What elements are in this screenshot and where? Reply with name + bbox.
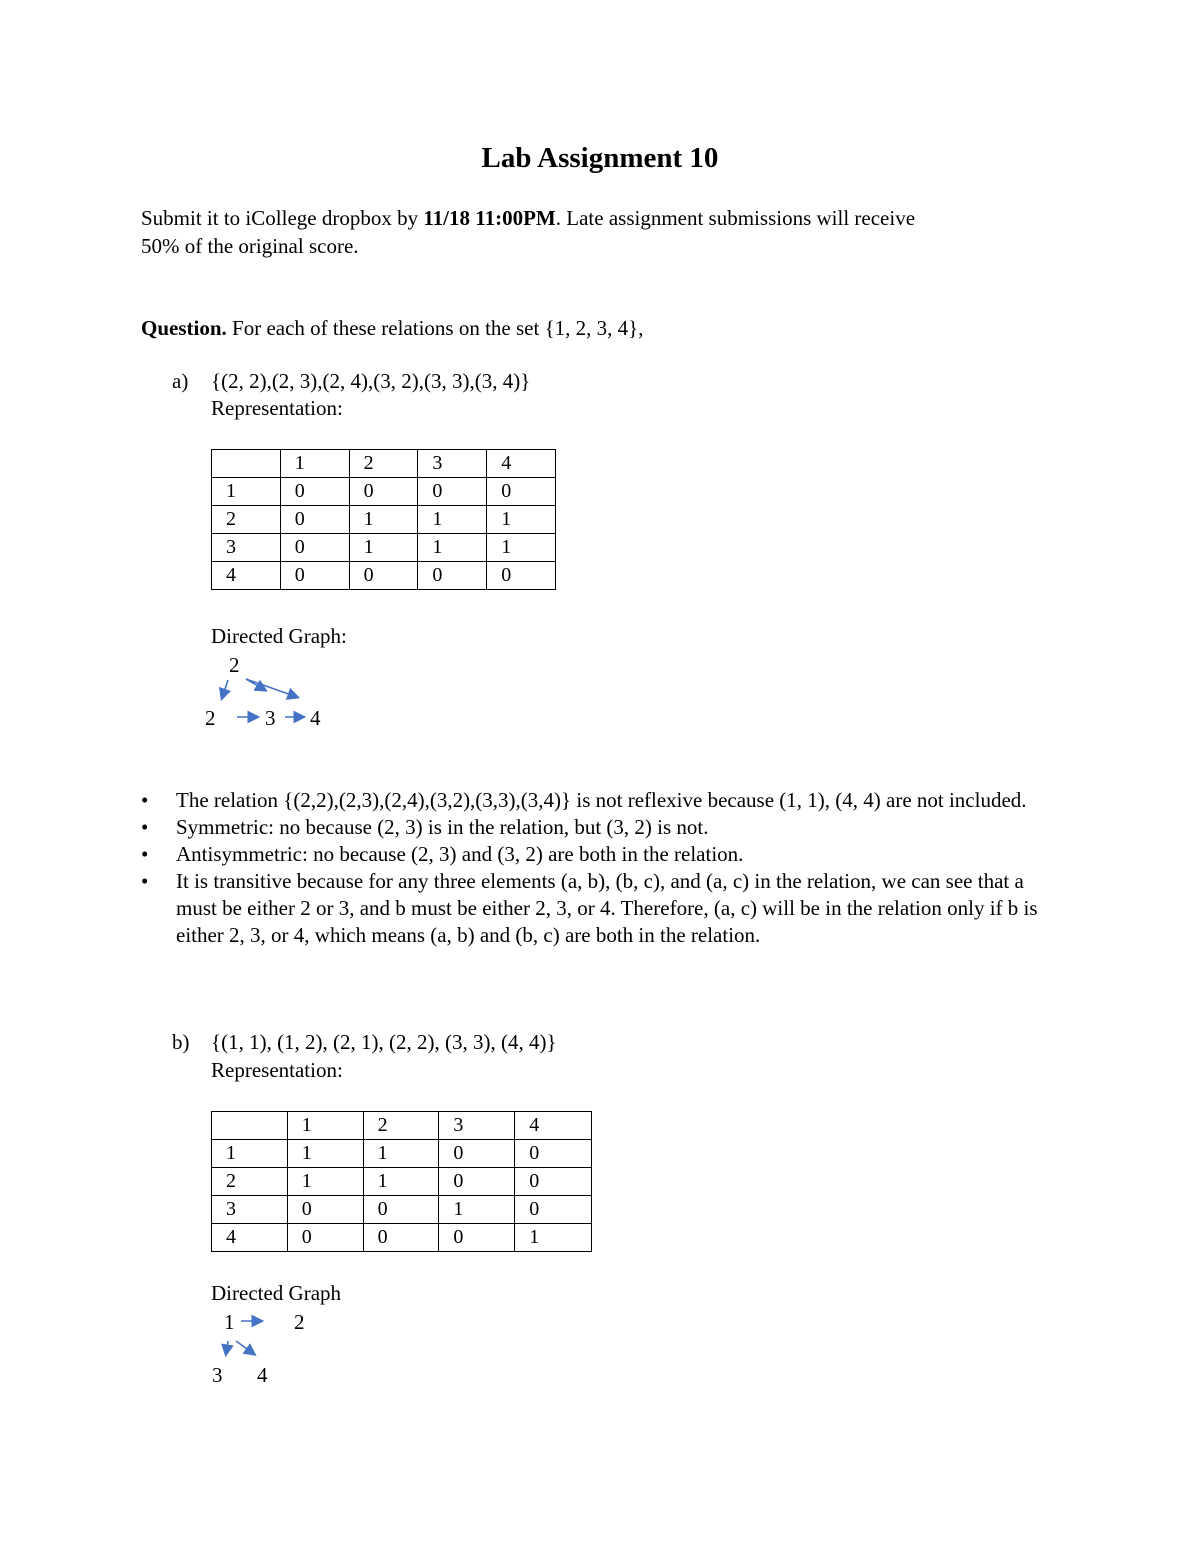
part-b-edge-1-to-3: [226, 1341, 228, 1354]
bullet-icon: •: [141, 869, 149, 893]
matrix-row-label: 2: [212, 1168, 288, 1196]
part-b-relation-matrix: [211, 1111, 592, 1252]
matrix-cell: 1: [487, 534, 556, 562]
matrix-header-cell: 4: [487, 450, 556, 478]
matrix-cell: 0: [280, 562, 349, 590]
part-b-graph-label: Directed Graph: [211, 1281, 342, 1305]
part-a-graph-label: Directed Graph:: [211, 624, 347, 648]
matrix-cell: 1: [418, 506, 487, 534]
part-a-matrix-body: [212, 450, 556, 590]
matrix-row: [212, 1140, 592, 1168]
part-a-node-top: 2: [229, 653, 240, 677]
matrix-cell: 0: [287, 1196, 363, 1224]
property-transitive: [141, 868, 1061, 949]
matrix-cell: 0: [280, 506, 349, 534]
instructions-prefix: Submit it to iCollege dropbox by: [141, 206, 424, 230]
property-text: Symmetric: no because (2, 3) is in the relation, but (3, 2) is not.: [176, 815, 709, 839]
property-symmetric: [141, 814, 1061, 841]
matrix-cell: 0: [363, 1196, 439, 1224]
matrix-header-cell: 1: [280, 450, 349, 478]
question-label: Question.: [141, 316, 227, 340]
matrix-cell: 1: [487, 506, 556, 534]
question-text: For each of these relations on the set {1, 2, 3, 4},: [226, 316, 644, 340]
matrix-cell: 0: [349, 478, 418, 506]
matrix-cell: 0: [287, 1224, 363, 1252]
late-policy: 50% of the original score.: [141, 234, 359, 258]
bullet-icon: •: [141, 788, 149, 812]
matrix-cell: 0: [418, 478, 487, 506]
matrix-row-label: 1: [212, 1140, 288, 1168]
matrix-cell: 1: [439, 1196, 515, 1224]
property-text: Antisymmetric: no because (2, 3) and (3, 2) are both in the relation.: [176, 842, 744, 866]
part-b-node-1: 1: [224, 1310, 235, 1334]
matrix-cell: 1: [363, 1168, 439, 1196]
property-reflexive: [141, 787, 1061, 814]
matrix-cell: 0: [349, 562, 418, 590]
matrix-row-label: 4: [212, 562, 281, 590]
matrix-row-label: 1: [212, 478, 281, 506]
part-b-node-2: 2: [294, 1310, 305, 1334]
part-a-node-3: 3: [265, 706, 276, 730]
matrix-header-row: [212, 450, 556, 478]
question-statement: [141, 314, 1041, 342]
matrix-row-label: 3: [212, 1196, 288, 1224]
matrix-cell: 0: [439, 1140, 515, 1168]
part-a-relation: {(2, 2),(2, 3),(2, 4),(3, 2),(3, 3),(3, 4)}: [211, 369, 531, 393]
matrix-cell: 1: [418, 534, 487, 562]
matrix-row: [212, 1196, 592, 1224]
matrix-row: [212, 1168, 592, 1196]
matrix-header-cell: 1: [287, 1112, 363, 1140]
matrix-cell: 1: [363, 1140, 439, 1168]
part-b-matrix-body: [212, 1112, 592, 1252]
instructions-suffix: . Late assignment submissions will receive: [555, 206, 916, 230]
submission-instructions: [141, 204, 1041, 260]
property-antisymmetric: [141, 841, 1061, 868]
part-b-node-3: 3: [212, 1363, 223, 1387]
matrix-cell: 1: [287, 1140, 363, 1168]
matrix-cell: 0: [515, 1140, 592, 1168]
matrix-header-cell: 3: [418, 450, 487, 478]
matrix-header-cell: 3: [439, 1112, 515, 1140]
part-b-directed-graph: [200, 1305, 320, 1390]
part-a-representation-label: Representation:: [211, 396, 343, 420]
matrix-cell: 1: [349, 534, 418, 562]
matrix-cell: 0: [418, 562, 487, 590]
matrix-row: [212, 506, 556, 534]
matrix-row-label: 2: [212, 506, 281, 534]
matrix-cell: 0: [487, 478, 556, 506]
matrix-row: [212, 1224, 592, 1252]
matrix-header-cell: [212, 1112, 288, 1140]
matrix-row: [212, 534, 556, 562]
matrix-cell: 1: [349, 506, 418, 534]
part-a-relation-matrix: [211, 449, 556, 590]
property-text: It is transitive because for any three elements (a, b), (b, c), and (a, c) in the relation, we can see that a must be either 2 or 3, and b must be either 2, 3, or 4. Therefore, (a, c) will be in the relation only if b is either 2, 3, or 4, which means (a, b) and (b, c) are both in the relation.: [176, 869, 1038, 947]
matrix-cell: 0: [280, 478, 349, 506]
bullet-icon: •: [141, 842, 149, 866]
matrix-header-cell: [212, 450, 281, 478]
property-text: The relation {(2,2),(2,3),(2,4),(3,2),(3,3),(3,4)} is not reflexive because (1, 1), (4, 4) are not included.: [176, 788, 1027, 812]
matrix-cell: 0: [487, 562, 556, 590]
matrix-header-cell: 4: [515, 1112, 592, 1140]
matrix-header-cell: 2: [363, 1112, 439, 1140]
part-a-node-2: 2: [205, 706, 216, 730]
part-b-marker: b): [172, 1030, 190, 1054]
part-a-marker: a): [172, 369, 189, 393]
matrix-row: [212, 478, 556, 506]
matrix-cell: 0: [363, 1224, 439, 1252]
part-b-relation: {(1, 1), (1, 2), (2, 1), (2, 2), (3, 3), (4, 4)}: [211, 1030, 557, 1054]
deadline: 11/18 11:00PM: [423, 206, 556, 230]
part-a-properties-list: [141, 787, 1061, 949]
matrix-row-label: 4: [212, 1224, 288, 1252]
matrix-cell: 1: [515, 1224, 592, 1252]
matrix-header-cell: 2: [349, 450, 418, 478]
matrix-row: [212, 562, 556, 590]
matrix-cell: 0: [280, 534, 349, 562]
part-b-representation-label: Representation:: [211, 1058, 343, 1082]
document-title: Lab Assignment 10: [481, 142, 719, 174]
matrix-cell: 0: [515, 1196, 592, 1224]
matrix-cell: 0: [515, 1168, 592, 1196]
matrix-cell: 1: [287, 1168, 363, 1196]
part-a-directed-graph: [195, 650, 345, 735]
part-a-node-4: 4: [310, 706, 321, 730]
matrix-header-row: [212, 1112, 592, 1140]
part-a-edge-top-to-2: [222, 680, 228, 698]
part-b-edge-1-to-4: [236, 1341, 254, 1354]
matrix-cell: 0: [439, 1224, 515, 1252]
matrix-cell: 0: [439, 1168, 515, 1196]
part-b-node-4: 4: [257, 1363, 268, 1387]
part-a-edge-top-to-4: [246, 679, 297, 697]
bullet-icon: •: [141, 815, 149, 839]
matrix-row-label: 3: [212, 534, 281, 562]
